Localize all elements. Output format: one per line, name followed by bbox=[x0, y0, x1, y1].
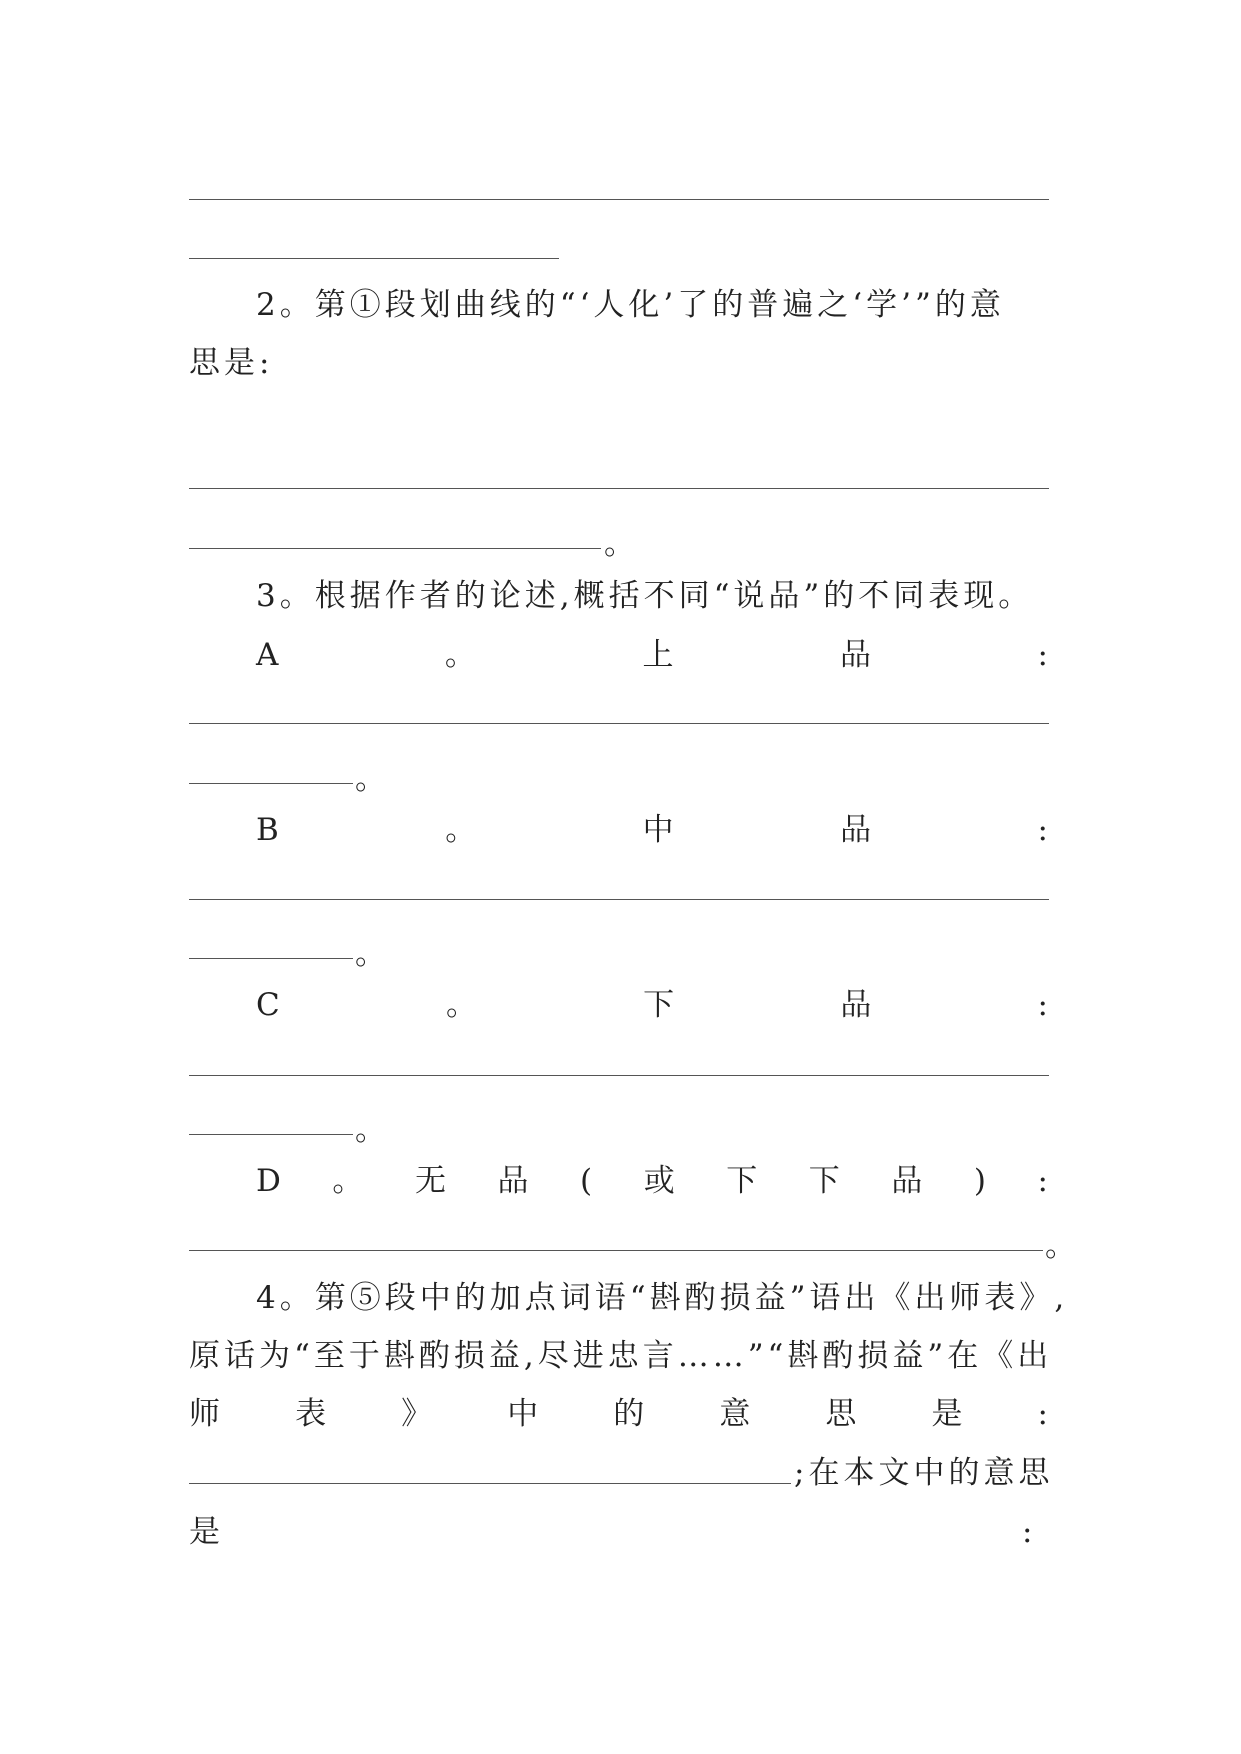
period-mark: 。 bbox=[1045, 1228, 1076, 1264]
option-a-item: 品 bbox=[839, 637, 871, 673]
answer-line bbox=[189, 488, 1049, 489]
question-4-text: 4。第⑤段中的加点词语“斟酌损益”语出《出师表》, bbox=[256, 1280, 1069, 1316]
option-c-item: 下 bbox=[643, 987, 675, 1023]
answer-line bbox=[189, 783, 353, 784]
question-2-text: 2。第①段划曲线的“‘人化’了的普遍之‘学’”的意 bbox=[256, 287, 1005, 323]
question-4-text-cont: ;在本文中的意思 bbox=[794, 1455, 1054, 1491]
q4-word: 》 bbox=[401, 1396, 433, 1432]
q4-word: 表 bbox=[295, 1396, 327, 1432]
option-b-item: B bbox=[256, 812, 279, 848]
option-d-item: 下 bbox=[808, 1163, 840, 1199]
option-a-item: 。 bbox=[444, 637, 476, 673]
period-mark: 。 bbox=[604, 526, 635, 562]
option-c-item: 品 bbox=[840, 987, 872, 1023]
question-2-text-cont: 思是: bbox=[189, 345, 274, 381]
q4-word: 的 bbox=[613, 1396, 645, 1432]
option-d-item: 或 bbox=[643, 1163, 675, 1199]
option-d-item: D bbox=[256, 1163, 281, 1199]
option-d-item: 。 bbox=[332, 1163, 364, 1199]
colon-mark: : bbox=[1022, 1514, 1033, 1550]
answer-line bbox=[189, 1250, 1043, 1251]
option-d-item: 无 bbox=[414, 1163, 446, 1199]
q4-word: 是 bbox=[931, 1396, 963, 1432]
answer-line bbox=[189, 548, 601, 549]
option-c-row bbox=[256, 985, 1048, 1025]
answer-line bbox=[189, 1134, 353, 1135]
period-mark: 。 bbox=[355, 761, 386, 797]
question-4-text-cont: 是 bbox=[189, 1514, 220, 1550]
question-4-text-cont: 原话为“至于斟酌损益,尽进忠言……”“斟酌损益”在《出 bbox=[189, 1338, 1053, 1374]
option-b-item: 。 bbox=[445, 812, 477, 848]
option-b-item: 中 bbox=[642, 812, 674, 848]
answer-line bbox=[189, 1075, 1049, 1076]
answer-line bbox=[189, 199, 1049, 200]
q4-word: 思 bbox=[825, 1396, 857, 1432]
option-d-row bbox=[256, 1161, 1048, 1201]
option-c-item: 。 bbox=[445, 987, 477, 1023]
option-b-item: : bbox=[1037, 812, 1048, 848]
option-b-row bbox=[256, 810, 1048, 850]
option-d-item: : bbox=[1037, 1163, 1048, 1199]
q4-word: : bbox=[1037, 1396, 1048, 1432]
option-c-item: C bbox=[256, 987, 280, 1023]
option-d-item: 下 bbox=[726, 1163, 758, 1199]
answer-line bbox=[189, 723, 1049, 724]
answer-line bbox=[189, 1483, 791, 1484]
option-a-item: A bbox=[256, 637, 279, 673]
q4-word: 意 bbox=[719, 1396, 751, 1432]
option-c-item: : bbox=[1037, 987, 1048, 1023]
option-a-item: : bbox=[1037, 637, 1048, 673]
option-a-item: 上 bbox=[642, 637, 674, 673]
q4-word: 师 bbox=[189, 1396, 220, 1432]
question-3-text: 3。根据作者的论述,概括不同“说品”的不同表现。 bbox=[256, 578, 1034, 614]
option-b-item: 品 bbox=[840, 812, 872, 848]
answer-line bbox=[189, 258, 559, 259]
answer-line bbox=[189, 958, 353, 959]
q4-word: 中 bbox=[507, 1396, 539, 1432]
period-mark: 。 bbox=[355, 1112, 386, 1148]
option-d-item: 品 bbox=[891, 1163, 923, 1199]
option-d-item: ) bbox=[973, 1163, 986, 1199]
option-d-item: 品 bbox=[497, 1163, 529, 1199]
question-4-justified-row bbox=[189, 1394, 1048, 1434]
period-mark: 。 bbox=[355, 936, 386, 972]
option-d-item: ( bbox=[580, 1163, 593, 1199]
answer-line bbox=[189, 899, 1049, 900]
option-a-row bbox=[256, 635, 1048, 675]
